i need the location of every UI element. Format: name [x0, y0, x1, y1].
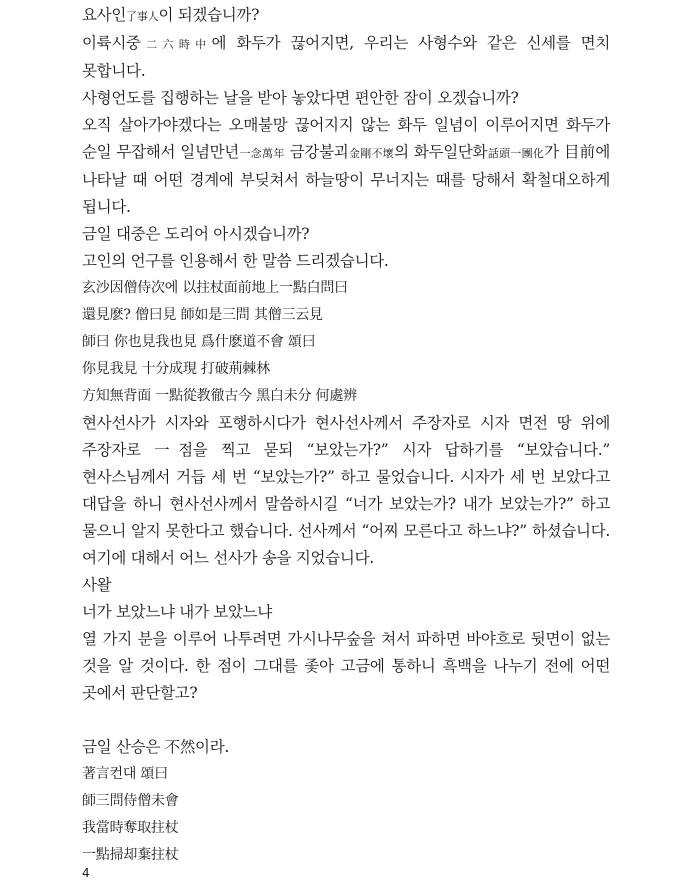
paragraph: [82, 30, 610, 85]
hanja-annotation: 了事人: [126, 10, 159, 23]
hanja-annotation: 金剛不壞: [348, 147, 395, 160]
hanja-annotation: 二六時中: [140, 38, 212, 51]
page-number: 4: [82, 866, 90, 880]
closing-verse-line: 著言컨대 頌曰: [82, 766, 169, 782]
hanja-annotation: 一念萬年: [238, 147, 285, 160]
verse-line: 你見我見 十分成現 打破荊棘林: [82, 361, 270, 377]
verse-line: 方知無背面 一點從教徹古今 黑白未分 何處辨: [82, 388, 357, 404]
text-run: 이 되겠습니까?: [158, 6, 260, 24]
text-run: 이륙시중: [82, 34, 141, 52]
paragraph: 사왈: [82, 576, 112, 594]
text-run: 의 화두일단화: [394, 143, 488, 161]
page-body: [82, 2, 610, 869]
paragraph: 금일 대중은 도리어 아시겠습니까?: [82, 225, 310, 243]
verse-line: 玄沙因僧侍次에 以拄杖面前地上一點白問曰: [82, 280, 348, 296]
paragraph: 너가 보았느냐 내가 보았느냐: [82, 603, 272, 621]
closing-verse-line: 師三問侍僧未會: [82, 793, 179, 809]
blank-line: [82, 707, 610, 734]
paragraph: 열 가지 분을 이루어 나투려면 가시나무숲을 쳐서 파하면 바야흐로 뒷면이 없는 것을 알 것이다. 한 점이 그대를 좇아 고금에 통하니 흑백을 나누기 전에 어떤 곳에서 판단할고?: [82, 630, 610, 702]
paragraph: 고인의 언구를 인용해서 한 말씀 드리겠습니다.: [82, 252, 389, 270]
verse-line: 還見麽? 僧曰見 師如是三問 其僧三云見: [82, 307, 323, 323]
paragraph: [82, 2, 610, 30]
closing-verse-line: 一點掃却棄拄杖: [82, 847, 179, 863]
hanja-annotation: 話頭一團化: [487, 147, 545, 160]
paragraph: 현사선사가 시자와 포행하시다가 현사선사께서 주장자로 시자 면전 땅 위에 주장자로 一점을 찍고 묻되 “보았는가?” 시자 답하기를 “보았습니다.” 현사스님께서 거듭 세 번 “보았는가?” 하고 물었습니다. 시자가 세 번 보았다고 대답을 하니 현사선사께서 말씀하시길 “너가 보았는가? 내가 보았는가?” 하고 물으니 알지 못한다고 했습니다. 선사께서 “어찌 모른다고 하느냐?” 하셨습니다. 여기에 대해서 어느 선사가 송을 지었습니다.: [82, 414, 610, 567]
text-run: 가 目前에 나타날 때 어떤 경계에 부딪쳐서 하늘땅이 무너지는 때를 당해서 확철대오하게 됩니다.: [82, 143, 610, 216]
verse-line: 師曰 你也見我也見 爲什麽道不會 頌曰: [82, 334, 316, 350]
text-run: 오직 살아가야겠다는 오매불망 끊어지지 않는 화두 일념이 이루어지면 화두가 순일 무잡해서 일념만년: [82, 116, 610, 161]
paragraph: 사형언도를 집행하는 날을 받아 놓았다면 편안한 잠이 오겠습니까?: [82, 89, 519, 107]
paragraph: 금일 산승은 不然이라.: [82, 738, 229, 756]
text-run: 금강불괴: [284, 143, 349, 161]
closing-verse-line: 我當時奪取拄杖: [82, 820, 179, 836]
paragraph: [82, 112, 610, 221]
text-run: 에 화두가 끊어지면, 우리는 사형수와 같은 신세를 면치 못합니다.: [82, 34, 610, 80]
text-run: 요사인: [82, 6, 127, 24]
